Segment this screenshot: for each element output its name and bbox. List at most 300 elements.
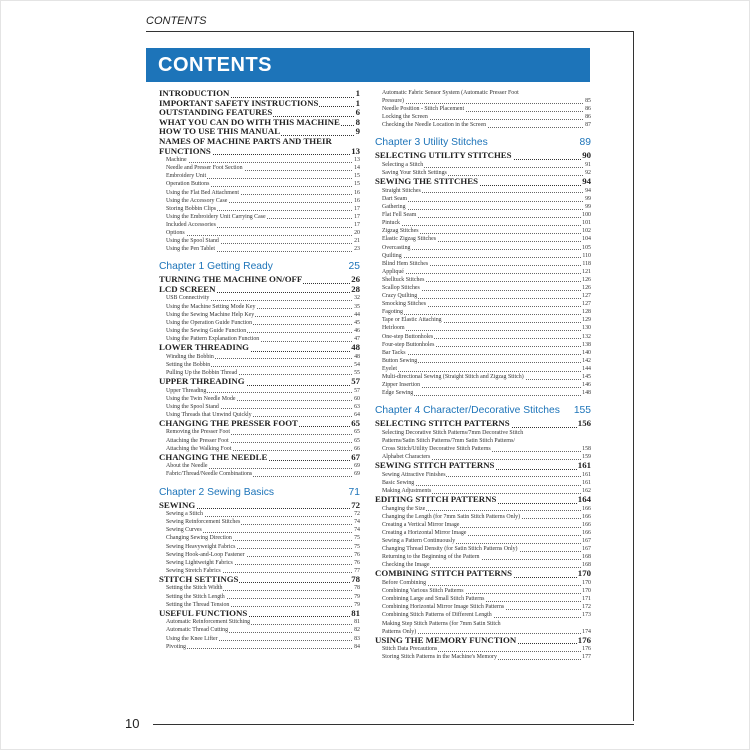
toc-entry-page-number: 65 [354,437,360,444]
toc-entry-label: Combining Large and Small Stitch Patterns [382,596,485,603]
toc-entry-page-number: 81 [354,619,360,626]
toc-entry-page-number: 45 [354,319,360,326]
toc-entry-page-number: 172 [582,604,591,611]
toc-subsection-entry[interactable] [375,611,591,619]
toc-subsection-entry[interactable] [375,105,591,113]
toc-entry-page-number: 161 [582,471,591,478]
toc-entry-label: Setting the Bobbin [166,361,211,368]
toc-entry-page-number: 132 [582,333,591,340]
toc-entry-label: Changing Sewing Direction [166,535,232,542]
toc-entry-page-number: 176 [582,646,591,653]
toc-subsection-entry[interactable] [375,513,591,521]
toc-subsection-entry[interactable] [159,361,360,369]
toc-entry-page-number: 32 [354,295,360,302]
toc-entry-label: About the Needle [166,463,208,470]
toc-subsection-entry[interactable] [159,303,360,311]
toc-entry-page-number: 129 [582,317,591,324]
toc-entry-label: Sewing Lightweight Fabrics [166,559,233,566]
toc-entry-page-number: 23 [354,246,360,253]
toc-entry-page-number: 60 [354,395,360,402]
toc-subsection-entry[interactable] [375,453,591,461]
toc-entry-label: EDITING STITCH PATTERNS [375,495,497,505]
toc-entry-label: Fabric/Thread/Needle Combinations [166,471,253,478]
toc-section-entry[interactable] [159,127,360,137]
toc-entry-label: Elastic Zigzag Stitches [382,236,436,243]
toc-subsection-entry[interactable] [375,529,591,537]
toc-subsection-entry[interactable] [375,373,591,381]
toc-subsection-entry[interactable] [159,593,360,601]
side-rule [633,31,634,721]
toc-subsection-entry[interactable] [159,411,360,419]
toc-subsection-entry[interactable] [375,471,591,479]
toc-entry-page-number: 84 [354,643,360,650]
toc-subsection-entry[interactable] [375,211,591,219]
toc-entry-label: Attaching the Presser Foot [166,437,229,444]
toc-entry-label: Button Sewing [382,357,418,364]
toc-subsection-entry[interactable] [375,537,591,545]
toc-entry-label: Fagoting [382,309,403,316]
toc-subsection-entry[interactable] [375,227,591,235]
toc-entry-page-number: 161 [577,461,591,471]
toc-entry-page-number: 126 [582,284,591,291]
toc-entry-label: One-step Buttonholes [382,333,434,340]
toc-subsection-entry[interactable] [159,584,360,592]
toc-entry-page-number: 57 [354,387,360,394]
toc-entry-label: Changing the Length (for 7mm Satin Stitch Patterns Only) [382,513,521,520]
toc-subsection-entry[interactable] [375,437,591,445]
toc-section-entry[interactable] [159,343,360,353]
toc-entry-page-number: 69 [354,463,360,470]
toc-entry-page-number: 82 [354,627,360,634]
toc-subsection-entry[interactable] [375,389,591,397]
toc-subsection-entry[interactable] [375,113,591,121]
toc-entry-label: Using the Operation Guide Function [166,319,253,326]
toc-entry-page-number: 14 [354,165,360,172]
toc-section-entry[interactable] [375,151,591,161]
toc-section-entry[interactable] [159,89,360,99]
toc-entry-page-number: 101 [582,220,591,227]
toc-subsection-entry[interactable] [375,587,591,595]
toc-entry-page-number: 76 [354,559,360,566]
toc-entry-label: Flat Fell Seam [382,212,417,219]
toc-entry-label: CHANGING THE PRESSER FOOT [159,418,298,428]
toc-entry-label: Using the Embroidery Unit Carrying Case [166,213,266,220]
toc-subsection-entry[interactable] [159,311,360,319]
toc-entry-label: Smocking Stitches [382,301,427,308]
toc-entry-label: Basic Sewing [382,479,415,486]
toc-entry-page-number: 170 [582,580,591,587]
toc-section-entry[interactable] [159,137,360,147]
toc-entry-page-number: 162 [582,488,591,495]
toc-section-entry[interactable] [159,118,360,128]
toc-entry-label: Edge Sewing [382,390,414,397]
toc-subsection-entry[interactable] [375,235,591,243]
toc-subsection-entry[interactable] [159,559,360,567]
toc-entry-page-number: 159 [582,454,591,461]
toc-entry-label: USEFUL FUNCTIONS [159,608,248,618]
toc-subsection-entry[interactable] [159,164,360,172]
toc-subsection-entry[interactable] [375,260,591,268]
toc-entry-label: USING THE MEMORY FUNCTION [375,635,517,645]
toc-subsection-entry[interactable] [375,445,591,453]
toc-subsection-entry[interactable] [375,284,591,292]
toc-subsection-entry[interactable] [375,545,591,553]
toc-subsection-entry[interactable] [159,462,360,470]
toc-entry-page-number: 8 [355,117,360,127]
toc-subsection-entry[interactable] [375,308,591,316]
toc-section-entry[interactable] [159,377,360,387]
toc-subsection-entry[interactable] [375,89,591,97]
toc-subsection-entry[interactable] [375,653,591,661]
toc-entry-label: SELECTING STITCH PATTERNS [375,419,510,429]
toc-entry-label: Locking the Screen [382,114,428,121]
toc-entry-label: OUTSTANDING FEATURES [159,108,273,118]
toc-entry-label: Setting the Stitch Width [166,585,223,592]
toc-subsection-entry[interactable] [159,626,360,634]
toc-left-column [159,89,360,651]
toc-subsection-entry[interactable] [375,121,591,129]
toc-entry-page-number: 166 [582,521,591,528]
toc-subsection-entry[interactable] [375,333,591,341]
toc-entry-label: Checking the Image [382,562,430,569]
toc-subsection-entry[interactable] [375,187,591,195]
toc-entry-label: Alphabet Characters [382,454,431,461]
toc-entry-page-number: 17 [354,205,360,212]
toc-entry-label: Selecting a Stitch [382,162,424,169]
toc-entry-label: Automatic Reinforcement Stitching [166,619,251,626]
toc-subsection-entry[interactable] [159,156,360,164]
toc-entry-page-number: 44 [354,311,360,318]
toc-entry-page-number: 144 [582,365,591,372]
toc-entry-page-number: 6 [355,108,360,118]
toc-entry-page-number: 127 [582,301,591,308]
toc-subsection-entry[interactable] [375,169,591,177]
toc-entry-page-number: 75 [354,543,360,550]
toc-entry-label: LOWER THREADING [159,343,250,353]
toc-entry-page-number: 145 [582,374,591,380]
toc-entry-page-number: 16 [354,189,360,196]
toc-entry-label: Using the Flat Bed Attachment [166,189,239,196]
toc-entry-label: Using the Sewing Guide Function [166,327,247,334]
toc-subsection-entry[interactable] [375,219,591,227]
toc-subsection-entry[interactable] [159,403,360,411]
toc-subsection-entry[interactable] [375,195,591,203]
toc-subsection-entry[interactable] [375,603,591,611]
toc-subsection-entry[interactable] [159,319,360,327]
toc-subsection-entry[interactable] [375,381,591,389]
toc-entry-page-number: 99 [585,195,591,202]
toc-entry-label: Multi-directional Sewing (Straight Stitch and Zigzag Stitch) [382,374,524,380]
toc-entry-label: Returning to the Beginning of the Pattern [382,554,480,561]
toc-entry-label: Using the Pen Tablet [166,246,216,253]
toc-entry-label: Upper Threading [166,387,207,394]
toc-section-entry[interactable] [375,569,591,579]
toc-subsection-entry[interactable] [159,229,360,237]
toc-entry-page-number: 167 [582,538,591,545]
toc-entry-label: FUNCTIONS [159,146,211,156]
toc-subsection-entry[interactable] [159,618,360,626]
toc-section-entry[interactable] [159,275,360,285]
toc-subsection-entry[interactable] [375,292,591,300]
toc-section-entry[interactable] [375,461,591,471]
toc-entry-label: Included Accessories [166,221,216,228]
toc-entry-page-number: 177 [582,654,591,661]
toc-subsection-entry[interactable] [375,357,591,365]
toc-entry-label: Scallop Stitches [382,284,420,291]
toc-entry-page-number: 16 [354,197,360,204]
toc-subsection-entry[interactable] [375,561,591,569]
toc-section-entry[interactable] [159,99,360,109]
toc-entry-page-number: 99 [585,204,591,211]
toc-chapter-heading[interactable] [375,404,591,417]
toc-entry-label: SEWING THE STITCHES [375,177,478,187]
toc-entry-page-number: 48 [354,353,360,360]
toc-subsection-entry[interactable] [159,601,360,609]
toc-entry-label: Storing Bobbin Clips [166,205,217,212]
toc-entry-page-number: 100 [582,212,591,219]
toc-entry-page-number: 67 [351,452,360,462]
toc-entry-label: Needle and Presser Foot Section [166,165,243,172]
toc-entry-page-number: 47 [354,335,360,342]
toc-right-column [375,89,591,662]
toc-entry-page-number: 79 [354,593,360,600]
toc-subsection-entry[interactable] [375,628,591,636]
toc-entry-page-number: 167 [582,546,591,553]
toc-entry-page-number: 76 [354,551,360,558]
toc-entry-page-number: 121 [582,268,591,275]
toc-entry-label: Combining Horizontal Mirror Image Stitch Patterns [382,604,505,611]
toc-entry-page-number: 9 [355,127,360,137]
toc-entry-label: NAMES OF MACHINE PARTS AND THEIR [159,136,332,146]
toc-entry-label: Automatic Fabric Sensor System (Automatic Presser Foot [382,90,519,96]
toc-entry-page-number: 13 [354,157,360,164]
toc-section-entry[interactable] [159,108,360,118]
toc-subsection-entry[interactable] [375,579,591,587]
toc-entry-page-number: 140 [582,349,591,356]
toc-subsection-entry[interactable] [159,213,360,221]
toc-subsection-entry[interactable] [159,551,360,559]
toc-section-entry[interactable] [159,575,360,585]
toc-entry-page-number: 158 [582,446,591,453]
toc-entry-page-number: 148 [582,390,591,397]
toc-subsection-entry[interactable] [375,268,591,276]
toc-chapter-heading[interactable] [159,260,360,273]
toc-entry-page-number: 138 [582,341,591,348]
toc-subsection-entry[interactable] [159,294,360,302]
toc-entry-page-number: 85 [585,98,591,105]
toc-subsection-entry[interactable] [159,395,360,403]
toc-entry-label: Appliqué [382,268,404,275]
toc-subsection-entry[interactable] [159,635,360,643]
toc-entry-page-number: 26 [351,275,360,285]
toc-entry-page-number: 15 [354,181,360,188]
toc-entry-label: Using Threads that Unwind Quickly [166,411,252,418]
toc-section-entry[interactable] [159,501,360,511]
toc-entry-label: Sewing Heavyweight Fabrics [166,543,236,550]
toc-entry-label: Storing Stitch Patterns in the Machine's Memory [382,654,497,661]
toc-section-entry[interactable] [375,495,591,505]
toc-entry-label: Crazy Quilting [382,293,418,300]
toc-subsection-entry[interactable] [375,341,591,349]
toc-entry-page-number: 105 [582,244,591,251]
toc-entry-page-number: 173 [582,612,591,619]
toc-subsection-entry[interactable] [375,553,591,561]
toc-subsection-entry[interactable] [159,445,360,453]
toc-entry-label: Patterns Only) [382,628,417,635]
toc-entry-label: Sewing a Stitch [166,511,203,518]
toc-subsection-entry[interactable] [159,197,360,205]
toc-entry-label: USB Connectivity [166,295,210,302]
toc-subsection-entry[interactable] [375,595,591,603]
toc-subsection-entry[interactable] [159,567,360,575]
toc-subsection-entry[interactable] [375,97,591,105]
toc-entry-label: SEWING [159,500,196,510]
toc-subsection-entry[interactable] [159,189,360,197]
toc-subsection-entry[interactable] [375,300,591,308]
toc-entry-label: SELECTING UTILITY STITCHES [375,151,512,161]
toc-subsection-entry[interactable] [375,429,591,437]
toc-entry-page-number: 74 [354,519,360,526]
toc-entry-label: Blind Hem Stitches [382,260,429,267]
toc-entry-label: Sewing Hook-and-Loop Fastener [166,551,245,558]
toc-entry-label: HOW TO USE THIS MANUAL [159,127,281,137]
toc-entry-label: Using the Pattern Explanation Function [166,335,260,342]
toc-entry-label: Combining Stitch Patterns of Different Length [382,612,492,619]
toc-subsection-entry[interactable] [375,505,591,513]
toc-subsection-entry[interactable] [159,369,360,377]
toc-entry-label: Needle Position - Stitch Placement [382,106,465,113]
toc-chapter-heading[interactable] [375,136,591,149]
toc-subsection-entry[interactable] [159,543,360,551]
toc-entry-page-number: 166 [582,513,591,520]
toc-subsection-entry[interactable] [159,534,360,542]
toc-subsection-entry[interactable] [375,244,591,252]
toc-entry-page-number: 127 [582,293,591,300]
toc-entry-label: COMBINING STITCH PATTERNS [375,569,513,579]
toc-entry-page-number: 130 [582,325,591,332]
toc-entry-page-number: 54 [354,361,360,368]
toc-subsection-entry[interactable] [375,620,591,628]
toc-entry-label: Chapter 2 Sewing Basics [159,486,275,498]
toc-subsection-entry[interactable] [159,335,360,343]
toc-entry-label: Pressure) [382,98,404,105]
toc-section-entry[interactable] [375,419,591,429]
toc-subsection-entry[interactable] [159,205,360,213]
toc-entry-page-number: 161 [582,479,591,486]
toc-entry-page-number: 78 [351,574,360,584]
toc-entry-label: Using the Machine Setting Mode Key [166,303,256,310]
toc-subsection-entry[interactable] [375,324,591,332]
toc-entry-label: LCD SCREEN [159,284,216,294]
toc-subsection-entry[interactable] [375,487,591,495]
toc-entry-label: Attaching the Walking Foot [166,445,232,452]
toc-subsection-entry[interactable] [375,645,591,653]
toc-subsection-entry[interactable] [375,203,591,211]
toc-subsection-entry[interactable] [159,172,360,180]
toc-section-entry[interactable] [159,609,360,619]
toc-section-entry[interactable] [375,177,591,187]
toc-entry-label: STITCH SETTINGS [159,574,239,584]
toc-section-entry[interactable] [159,285,360,295]
toc-subsection-entry[interactable] [159,237,360,245]
running-head: CONTENTS [146,15,207,27]
toc-subsection-entry[interactable] [159,387,360,395]
toc-subsection-entry[interactable] [375,276,591,284]
toc-entry-label: Combining Various Stitch Patterns [382,588,464,595]
toc-subsection-entry[interactable] [159,643,360,651]
toc-entry-label: Checking the Needle Location in the Screen [382,122,487,129]
toc-entry-label: Using the Sewing Machine Help Key [166,311,255,318]
toc-entry-page-number: 118 [582,260,591,267]
toc-section-entry[interactable] [375,636,591,646]
header-rule [146,31,634,32]
toc-subsection-entry[interactable] [159,327,360,335]
toc-subsection-entry[interactable] [375,365,591,373]
toc-entry-label: Chapter 3 Utility Stitches [375,137,488,149]
toc-entry-page-number: 110 [582,252,591,259]
toc-entry-page-number: 46 [354,327,360,334]
toc-entry-page-number: 90 [582,151,591,161]
toc-entry-label: Options [166,230,185,236]
toc-subsection-entry[interactable] [159,470,360,478]
toc-subsection-entry[interactable] [159,245,360,253]
toc-subsection-entry[interactable] [159,221,360,229]
toc-entry-label: Making Adjustments [382,488,432,495]
toc-subsection-entry[interactable] [375,349,591,357]
toc-subsection-entry[interactable] [375,479,591,487]
toc-entry-page-number: 55 [354,369,360,376]
toc-entry-label: Selecting Decorative Stitch Patterns/7mm Decorative Stitch [382,429,524,436]
toc-entry-label: Chapter 1 Getting Ready [159,261,273,273]
page-number: 10 [125,716,140,731]
toc-section-entry[interactable] [159,147,360,157]
toc-entry-page-number: 146 [582,382,591,389]
toc-entry-page-number: 66 [354,445,360,452]
toc-entry-page-number: 48 [351,343,360,353]
toc-entry-page-number: 164 [577,495,591,505]
toc-subsection-entry[interactable] [159,353,360,361]
toc-subsection-entry[interactable] [159,510,360,518]
toc-entry-page-number: 89 [579,137,591,149]
toc-entry-page-number: 65 [354,429,360,436]
toc-subsection-entry[interactable] [159,518,360,526]
toc-entry-page-number: 156 [577,419,591,429]
toc-entry-page-number: 94 [585,187,591,194]
toc-section-entry[interactable] [159,453,360,463]
toc-entry-label: Sewing Curves [166,527,202,534]
toc-subsection-entry[interactable] [375,161,591,169]
toc-subsection-entry[interactable] [159,526,360,534]
toc-entry-page-number: 65 [351,418,360,428]
toc-subsection-entry[interactable] [375,521,591,529]
toc-entry-page-number: 171 [582,596,591,603]
toc-entry-label: Automatic Thread Cutting [166,627,229,634]
toc-chapter-heading[interactable] [159,486,360,499]
toc-subsection-entry[interactable] [159,180,360,188]
toc-entry-page-number: 57 [351,376,360,386]
toc-entry-label: Embroidery Unit [166,173,207,180]
toc-entry-label: IMPORTANT SAFETY INSTRUCTIONS [159,98,319,108]
toc-entry-page-number: 176 [577,635,591,645]
toc-section-entry[interactable] [159,419,360,429]
toc-entry-page-number: 91 [585,162,591,169]
toc-subsection-entry[interactable] [159,428,360,436]
toc-subsection-entry[interactable] [375,316,591,324]
toc-subsection-entry[interactable] [159,437,360,445]
toc-subsection-entry[interactable] [375,252,591,260]
toc-entry-page-number: 94 [582,177,591,187]
toc-entry-label: Saving Your Stitch Settings [382,170,447,177]
